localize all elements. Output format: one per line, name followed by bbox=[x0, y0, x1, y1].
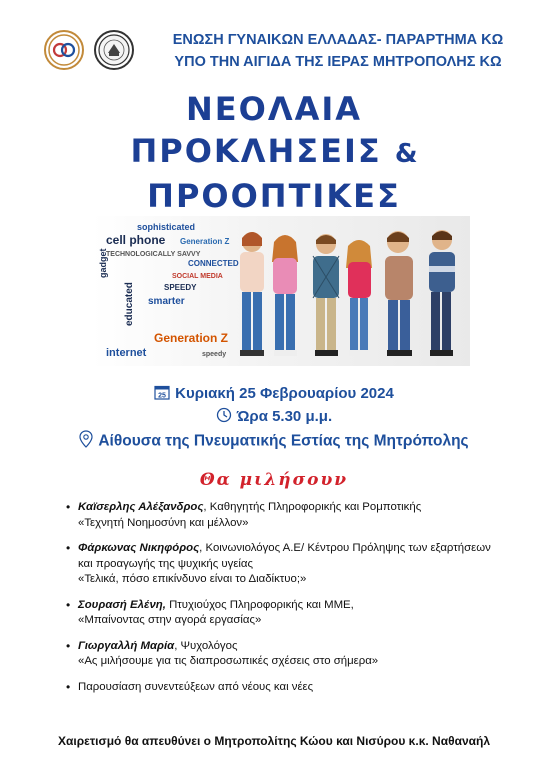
hero-illustration bbox=[92, 216, 470, 366]
wc-word-4: gadget bbox=[98, 248, 108, 278]
speaker-item bbox=[66, 639, 506, 670]
wc-word-12: speedy bbox=[202, 351, 227, 358]
event-place-text: Αίθουσα της Πνευματικής Εστίας της Μητρόπολης bbox=[98, 432, 469, 450]
closing-note: Χαιρετισμό θα απευθύνει ο Μητροπολίτης Κώου και Νισύρου κ.κ. Ναθαναήλ bbox=[57, 734, 491, 748]
event-date-text: Κυριακή 25 Φεβρουαρίου 2024 bbox=[175, 384, 394, 402]
title-line-3: ΠΡΟΟΠΤΙΚΕΣ bbox=[147, 177, 401, 215]
wc-word-0: sophisticated bbox=[137, 222, 196, 232]
calendar-icon bbox=[154, 384, 170, 404]
logos bbox=[44, 30, 134, 70]
wc-word-1: cell phone bbox=[106, 233, 166, 247]
speaker-talk-title: «Ας μιλήσουμε για τις διαπροσωπικές σχέσεις στο σήμερα» bbox=[78, 655, 379, 667]
title-ampersand: & bbox=[394, 139, 418, 169]
speaker-item bbox=[66, 598, 506, 629]
wc-word-9: educated bbox=[124, 282, 135, 326]
event-title bbox=[0, 88, 548, 217]
women-union-logo bbox=[44, 30, 84, 70]
speaker-talk-title: «Τεχνητή Νοημοσύνη και μέλλον» bbox=[78, 516, 249, 529]
speaker-name: Φάρκωνας Νικηφόρος bbox=[78, 542, 200, 554]
wc-word-5: CONNECTED bbox=[188, 259, 239, 268]
speaker-name: Καϊσερλης Αλέξανδρος bbox=[78, 501, 204, 513]
speaker-role: , Ψυχολόγος bbox=[174, 639, 238, 652]
speakers-list bbox=[66, 500, 506, 705]
wc-word-11: internet bbox=[106, 347, 147, 359]
wc-word-3: TECHNOLOGICALLY SAVVY bbox=[106, 251, 201, 258]
event-place bbox=[0, 430, 548, 453]
organization-header bbox=[148, 29, 528, 73]
speaker-item bbox=[66, 541, 506, 588]
calendar-icon-day: 25 bbox=[158, 392, 167, 400]
speaker-role: , Κοινωνιολόγος Α.Ε/ Κέντρου Πρόληψης των εξαρτήσεων και προαγωγής της ψυχικής υγείας bbox=[78, 542, 491, 570]
event-time-text: Ώρα 5.30 μ.μ. bbox=[236, 407, 333, 425]
wc-word-10: Generation Z bbox=[154, 331, 229, 345]
clock-icon bbox=[216, 407, 232, 427]
program-item-text: Παρουσίαση συνεντεύξεων από νέους και νέες bbox=[78, 680, 314, 693]
title-line-2-text: ΠΡΟΚΛΗΣΕΙΣ bbox=[130, 132, 382, 170]
org-line-1: ΕΝΩΣΗ ΓΥΝΑΙΚΩΝ ΕΛΛΑΔΑΣ- ΠΑΡΑΡΤΗΜΑ ΚΩ bbox=[172, 32, 504, 48]
wc-word-6: SOCIAL MEDIA bbox=[172, 273, 223, 280]
title-line-1: ΝΕΟΛΑΙΑ bbox=[185, 90, 363, 128]
speaker-role: Πτυχιούχος Πληροφορικής και ΜΜΕ, bbox=[165, 598, 354, 611]
wc-word-7: SPEEDY bbox=[164, 283, 197, 292]
speakers-heading: Θα μιλήσουν bbox=[199, 470, 349, 490]
speaker-name: Γιωργαλλή Μαρία bbox=[78, 639, 175, 652]
location-pin-icon bbox=[79, 430, 93, 453]
metropolis-seal-logo bbox=[94, 30, 134, 70]
wc-word-2: Generation Z bbox=[180, 237, 230, 246]
speaker-talk-title: «Μπαίνοντας στην αγορά εργασίας» bbox=[78, 614, 262, 626]
title-line-2 bbox=[0, 130, 548, 175]
speaker-name: Σουρασή Ελένη, bbox=[78, 598, 166, 611]
hero-image bbox=[92, 216, 470, 366]
event-date bbox=[0, 384, 548, 404]
program-item bbox=[66, 680, 506, 696]
speaker-role: , Καθηγητής Πληροφορικής και Ρομποτικής bbox=[203, 501, 422, 513]
speaker-talk-title: «Τελικά, πόσο επικίνδυνο είναι το Διαδίκτυο;» bbox=[78, 573, 307, 585]
event-time bbox=[0, 407, 548, 427]
org-line-2: ΥΠΟ ΤΗΝ ΑΙΓΙΔΑ ΤΗΣ ΙΕΡΑΣ ΜΗΤΡΟΠΟΛΗΣ ΚΩ bbox=[174, 54, 502, 70]
wc-word-8: smarter bbox=[148, 296, 185, 307]
speaker-item bbox=[66, 500, 506, 531]
